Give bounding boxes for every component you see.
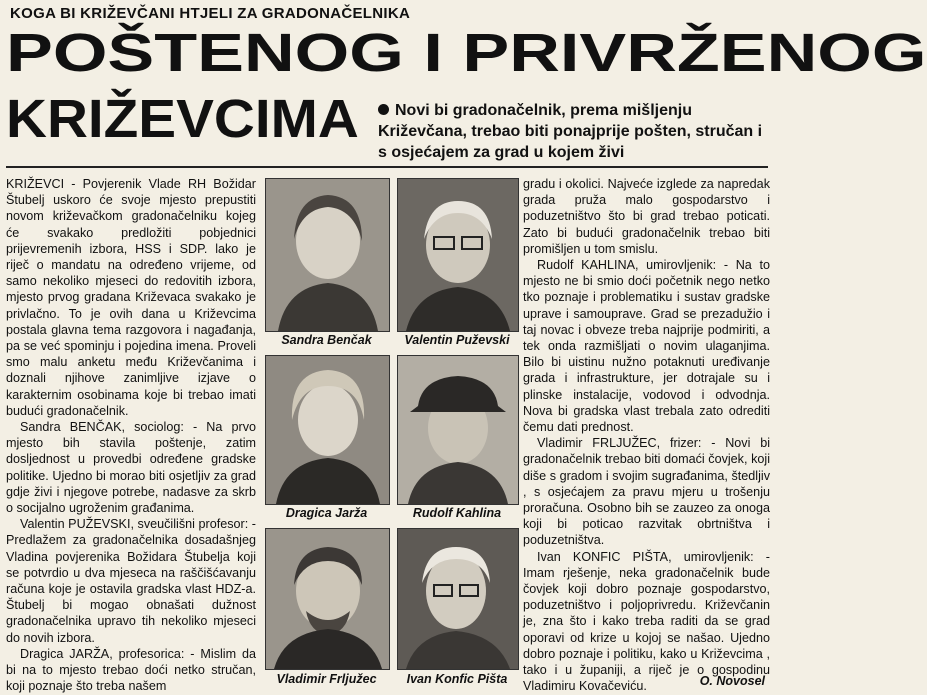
author-byline: O. Novosel: [699, 674, 765, 688]
portrait-photo: [397, 178, 519, 332]
divider: [6, 166, 768, 168]
deck: [378, 100, 766, 163]
headline-line-1: POŠTENOG I PRIVRŽENOG: [6, 23, 927, 83]
photo-caption: Valentin Puževski: [404, 333, 510, 347]
portrait-photo: [265, 178, 390, 332]
paragraph: gradu i okolici. Najveće izglede za napredak grada pruža malo gospodarstvo i poduzetništvo što bi grad trebao poticati. Zato bi budući gradonačelnik trebao biti promišljen u tom smislu.: [523, 177, 770, 256]
paragraph: KRIŽEVCI - Povjerenik Vlade RH Božidar Štubelj uskoro će svoje mjesto prepustiti novom križevačkom gradonačelniku kojeg će svakako predložiti pobjednici prijevremenih izbora, HSS i SDP. lako je riječ o mandatu na određeno vrijeme, od samo nekoliko mjeseci do redovitih izbora, mjesto prvog gradana Križevaca svakako je privlačno. To je ovih dana u Križevcima postala glavna tema razgovora i nagađanja, pa se već spominju i pojedina imena. Proveli smo malu anketu među Križevčanima i doznali njihove zanimljive izjave o karakternim osobinama koje bi trebao imati budući gradonačelnik.: [6, 177, 256, 418]
article-column-left: [6, 176, 256, 695]
paragraph: Rudolf KAHLINA, umirovljenik: - Na to mjesto ne bi smio doći početnik nego netko tko poznaje i problematiku i sustav gradske uprave i samouprave. Grad se prezadužio i taj novac i obveze treba najprije podmiriti, a tek onda razmišljati o novim ulaganjima. Bilo bi uistinu nužno potaknuti uređivanje grada i infrastrukture, jer dotrajale su i plinske instalacije, vodovod i odvodnja. Nova bi gradska vlast trebala zato odrediti čemu dati prednost.: [523, 258, 770, 435]
portrait-photo: [397, 355, 519, 505]
photo-caption: Rudolf Kahlina: [412, 506, 502, 520]
photo-caption: Ivan Konfic Pišta: [406, 672, 508, 686]
portrait-photo: [265, 355, 390, 505]
bullet-icon: [378, 104, 389, 115]
paragraph: Ivan KONFIC PIŠTA, umirovljenik: - Imam rješenje, neka gradonačelnik bude čovjek koji dobro poznaje gospodarstvo, poduzetništvo i poljoprivredu. Križevčanin je, zna što i kako treba raditi da se grad oporavi od krize u kojoj se našao. Ujedno dobro poznaje i politiku, kako u Križevcima , tako i u županiji, a riječ je o gospodinu Vladimiru Kovačeviću.: [523, 549, 770, 694]
paragraph: Sandra BENČAK, sociolog: - Na prvo mjesto bih stavila poštenje, zatim dosljednost u provedbi određene gradske politike. Ujedno bi morao biti osjetljiv za grad gdje živi i njegove potrebe, nadasve za skrb o socijalno ugroženim građanima.: [6, 420, 256, 516]
photo-caption: Vladimir Frljužec: [276, 672, 377, 686]
paragraph: Vladimir FRLJUŽEC, frizer: - Novi bi gradonačelnik trebao biti domaći čovjek, koji diše s gradom i svojim sugrađanima, štedljiv , s osjećajem za pravu mjeru u trošenju proračuna. Osobno bih se zauzeo za onoga koji bi poticao razvitak obrtništva i poduzetništva.: [523, 436, 770, 548]
photo-caption: Dragica Jarža: [285, 506, 368, 520]
deck-text: Novi bi gradonačelnik, prema mišljenju Križevčana, trebao biti ponajprije pošten, stručan i s osjećajem za grad u kojem živi: [378, 102, 763, 161]
headline-line-2: KRIŽEVCIMA: [6, 89, 359, 149]
paragraph: Dragica JARŽA, profesorica: - Mislim da bi na to mjesto trebao doći netko stručan, koji poznaje što treba našem: [6, 646, 256, 694]
portrait-photo: [397, 528, 519, 670]
article-column-right: [523, 176, 770, 695]
portrait-photo: [265, 528, 390, 670]
kicker: KOGA BI KRIŽEVČANI HTJELI ZA GRADONAČELNIKA: [10, 5, 411, 22]
photo-caption: Sandra Benčak: [281, 333, 372, 347]
paragraph: Valentin PUŽEVSKI, sveučilišni profesor: - Predlažem za gradonačelnika dosadašnjeg Vladina povjerenika Božidara Štubelja koji se potvrdio u dva mjeseca na raščišćavanju računa koje je ostavila gradska vlast HDZ-a. Štubelj bi mogao obnašati dužnost gradonačelnika upravo tih nekoliko mjeseci do novih izbora.: [6, 517, 256, 645]
